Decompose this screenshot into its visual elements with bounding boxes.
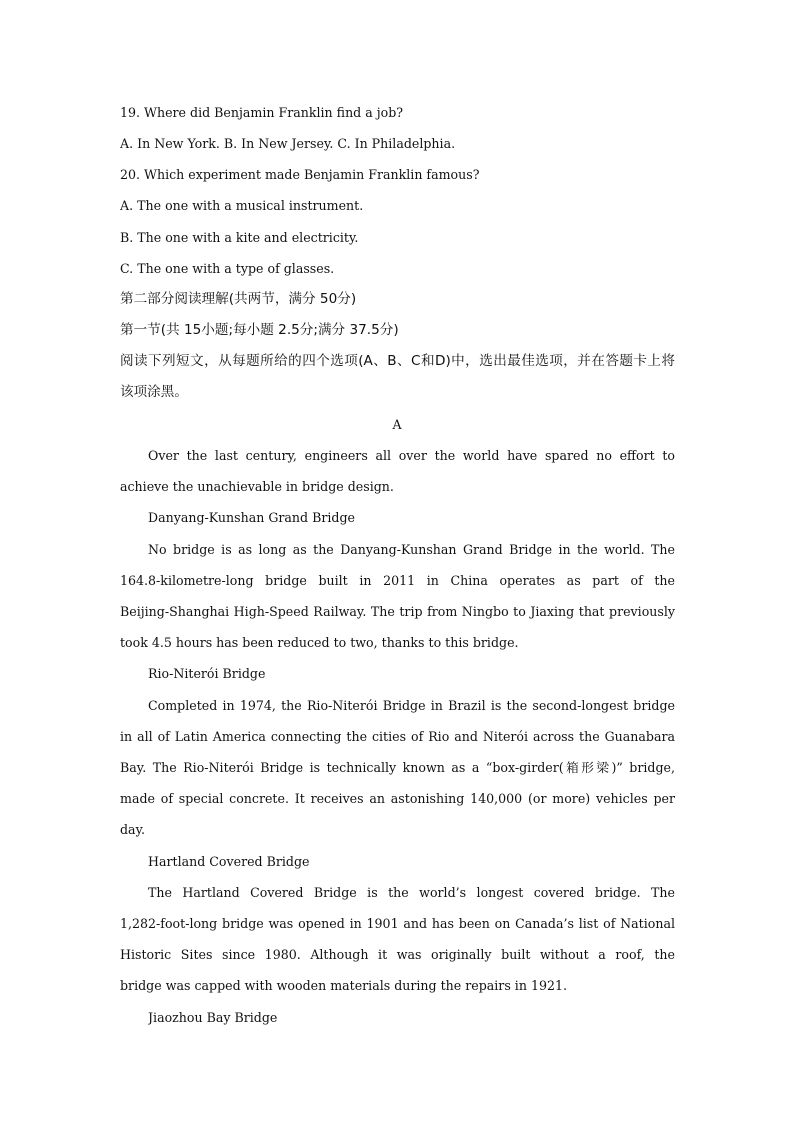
danyang-line-3: Beijing-Shanghai High-Speed Railway. The trip from Ningbo to Jiaxing that previously	[120, 604, 675, 619]
hartland-line-1: The Hartland Covered Bridge is the world’s longest covered bridge. The	[148, 885, 675, 900]
rio-line-5: day.	[120, 822, 146, 837]
hartland-title: Hartland Covered Bridge	[148, 854, 310, 869]
instruction-line-2: 该项涂黑。	[120, 384, 188, 400]
hartland-line-3: Historic Sites since 1980. Although it was originally built without a roof, the	[120, 947, 675, 962]
danyang-line-2: 164.8-kilometre-long bridge built in 2011 in China operates as part of the	[120, 573, 675, 588]
question-19-options: A. In New York. B. In New Jersey. C. In Philadelphia.	[120, 136, 456, 151]
subsection-heading: 第一节(共 15小题;每小题 2.5分;满分 37.5分)	[120, 322, 399, 338]
question-20-stem: 20. Which experiment made Benjamin Franklin famous?	[120, 167, 480, 182]
rio-line-4: made of special concrete. It receives an astonishing 140,000 (or more) vehicles per	[120, 791, 675, 806]
intro-line-1: Over the last century, engineers all over the world have spared no effort to	[148, 448, 675, 463]
hartland-line-4: bridge was capped with wooden materials during the repairs in 1921.	[120, 978, 567, 993]
instruction-line-1: 阅读下列短文，从每题所给的四个选项(A、B、C和D)中，选出最佳选项，并在答题卡上将	[120, 353, 675, 369]
rio-line-3: Bay. The Rio-Niterói Bridge is technically known as a “box-girder(箱形梁)” bridge,	[120, 760, 675, 775]
danyang-title: Danyang-Kunshan Grand Bridge	[148, 510, 355, 525]
danyang-line-1: No bridge is as long as the Danyang-Kunshan Grand Bridge in the world. The	[148, 542, 675, 557]
rio-line-1: Completed in 1974, the Rio-Niterói Bridge in Brazil is the second-longest bridge	[148, 698, 675, 713]
question-20-option-b: B. The one with a kite and electricity.	[120, 230, 359, 245]
danyang-line-4: took 4.5 hours has been reduced to two, thanks to this bridge.	[120, 635, 519, 650]
jiaozhou-title: Jiaozhou Bay Bridge	[148, 1010, 278, 1025]
question-20-option-c: C. The one with a type of glasses.	[120, 261, 335, 276]
question-19-stem: 19. Where did Benjamin Franklin find a job?	[120, 105, 404, 120]
intro-line-2: achieve the unachievable in bridge design.	[120, 479, 394, 494]
passage-label: A	[392, 417, 402, 432]
rio-title: Rio-Niterói Bridge	[148, 666, 266, 681]
hartland-line-2: 1,282-foot-long bridge was opened in 1901 and has been on Canada’s list of National	[120, 916, 675, 931]
rio-line-2: in all of Latin America connecting the cities of Rio and Niterói across the Guanabara	[120, 729, 675, 744]
part-heading: 第二部分阅读理解(共两节，满分 50分)	[120, 291, 357, 307]
question-20-option-a: A. The one with a musical instrument.	[120, 198, 364, 213]
